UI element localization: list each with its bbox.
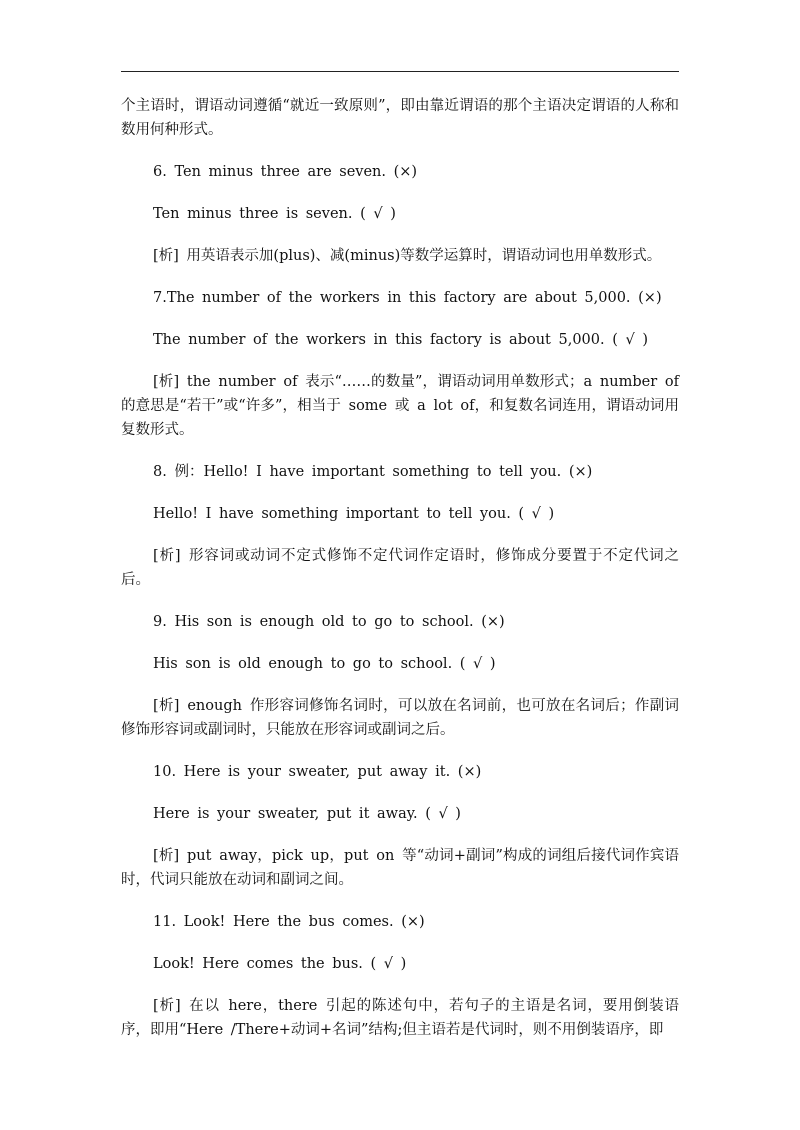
document-body [121, 94, 679, 1060]
paragraph: 10. Here is your sweater, put away it. (×) [153, 764, 482, 780]
paragraph: The number of the workers in this factory is about 5,000. ( √ ) [153, 332, 648, 348]
paragraph: Hello! I have something important to tell you. ( √ ) [153, 506, 555, 522]
paragraph: [析] enough 作形容词修饰名词时，可以放在名词前，也可放在名词后；作副词修饰形容词或副词时，只能放在形容词或副词之后。 [121, 698, 679, 738]
paragraph: His son is old enough to go to school. ( √ ) [153, 656, 496, 672]
paragraph: Here is your sweater, put it away. ( √ ) [153, 806, 461, 822]
paragraph: 9. His son is enough old to go to school. (×) [153, 614, 505, 630]
paragraph: [析] 用英语表示加(plus)、减(minus)等数学运算时，谓语动词也用单数形式。 [153, 248, 662, 264]
paragraph: [析] put away，pick up，put on 等“动词+副词”构成的词组后接代词作宾语时，代词只能放在动词和副词之间。 [121, 848, 679, 888]
header-rule [121, 71, 679, 72]
paragraph: [析] 在以 here，there 引起的陈述句中，若句子的主语是名词，要用倒装语序，即用“Here /There+动词+名词”结构;但主语若是代词时，则不用倒装语序，即 [121, 998, 679, 1038]
paragraph: 7.The number of the workers in this factory are about 5,000. (×) [153, 290, 662, 306]
paragraph: 8. 例：Hello! I have important something to tell you. (×) [153, 464, 593, 480]
paragraph: [析] the number of 表示“……的数量”，谓语动词用单数形式；a number of 的意思是“若干”或“许多”，相当于 some 或 a lot of，和复数名词连用，谓语动词用复数形式。 [121, 374, 679, 438]
paragraph: 个主语时，谓语动词遵循“就近一致原则”，即由靠近谓语的那个主语决定谓语的人称和数用何种形式。 [121, 98, 679, 138]
paragraph: Look! Here comes the bus. ( √ ) [153, 956, 407, 972]
paragraph: [析] 形容词或动词不定式修饰不定代词作定语时，修饰成分要置于不定代词之后。 [121, 548, 679, 588]
paragraph: Ten minus three is seven. ( √ ) [153, 206, 396, 222]
paragraph: 11. Look! Here the bus comes. (×) [153, 914, 425, 930]
paragraph: 6. Ten minus three are seven. (×) [153, 164, 418, 180]
